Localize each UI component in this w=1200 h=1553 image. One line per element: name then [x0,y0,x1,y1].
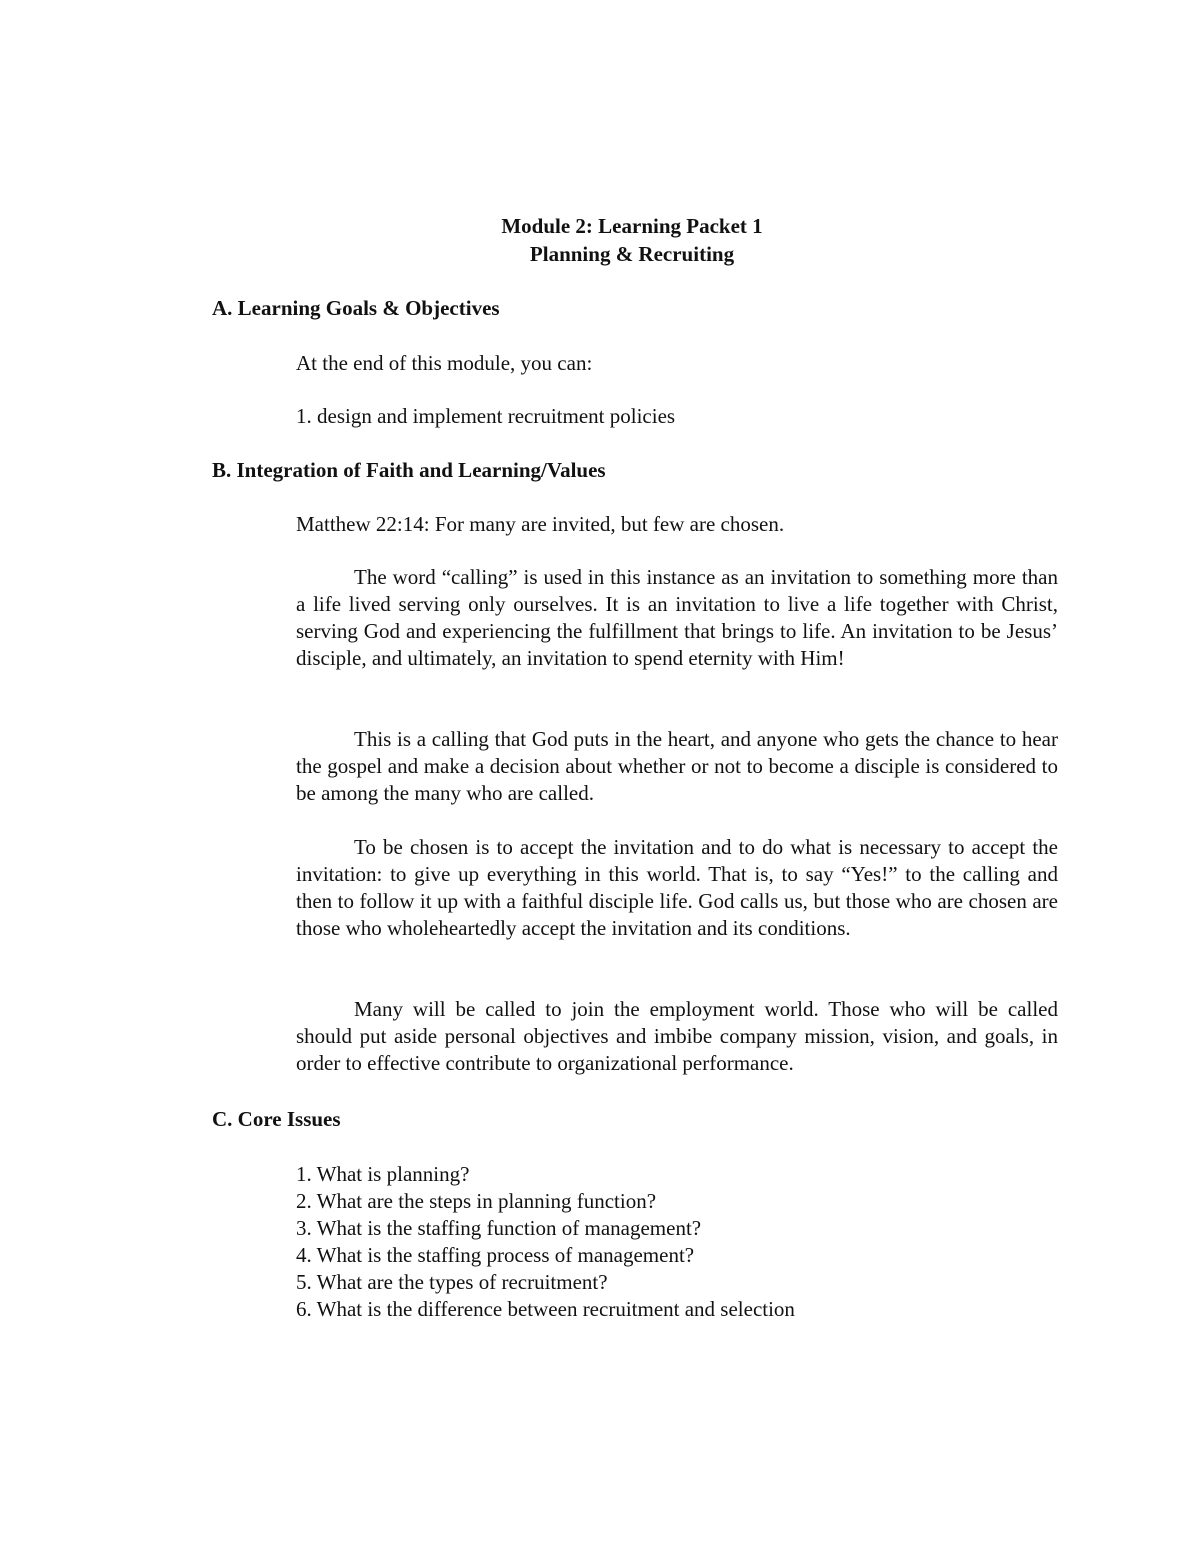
paragraph-employment: Many will be called to join the employment world. Those who will be called should put aside personal objectives and imbibe company mission, vision, and goals, in order to effective contribute to organizational performance. [296,997,1058,1075]
section-a-intro: At the end of this module, you can: [296,351,593,375]
section-b-heading: B. Integration of Faith and Learning/Values [212,458,606,482]
list-item: 6. What is the difference between recruitment and selection [296,1297,795,1321]
list-item: 3. What is the staffing function of management? [296,1216,702,1240]
list-item: 4. What is the staffing process of management? [296,1243,695,1267]
section-a-heading: A. Learning Goals & Objectives [212,296,500,320]
core-issues-list [296,1161,795,1323]
paragraph-chosen: To be chosen is to accept the invitation and to do what is necessary to accept the invitation: to give up everything in this world. That is, to say “Yes!” to the calling and then to follow it up with a faithful disciple life. God calls us, but those who are chosen are those who wholeheartedly accept the invitation and its conditions. [296,835,1058,940]
list-item: 2. What are the steps in planning function? [296,1189,657,1213]
paragraph-calling: The word “calling” is used in this instance as an invitation to something more than a life lived serving only ourselves. It is an invitation to live a life together with Christ, serving God and experiencing the fulfillment that brings to life. An invitation to be Jesus’ disciple, and ultimately, an invitation to spend eternity with Him! [296,565,1058,670]
section-c-heading: C. Core Issues [212,1107,341,1131]
title-line-2: Planning & Recruiting [529,242,735,266]
title-line-1: Module 2: Learning Packet 1 [501,214,763,238]
list-item: 1. What is planning? [296,1162,470,1186]
list-item: 5. What are the types of recruitment? [296,1270,608,1294]
document-title [0,212,1200,268]
objective-item-1: 1. design and implement recruitment policies [296,404,676,428]
paragraph-heart: This is a calling that God puts in the heart, and anyone who gets the chance to hear the gospel and make a decision about whether or not to become a disciple is considered to be among the many who are called. [296,727,1058,805]
scripture-verse: Matthew 22:14: For many are invited, but few are chosen. [296,512,785,536]
